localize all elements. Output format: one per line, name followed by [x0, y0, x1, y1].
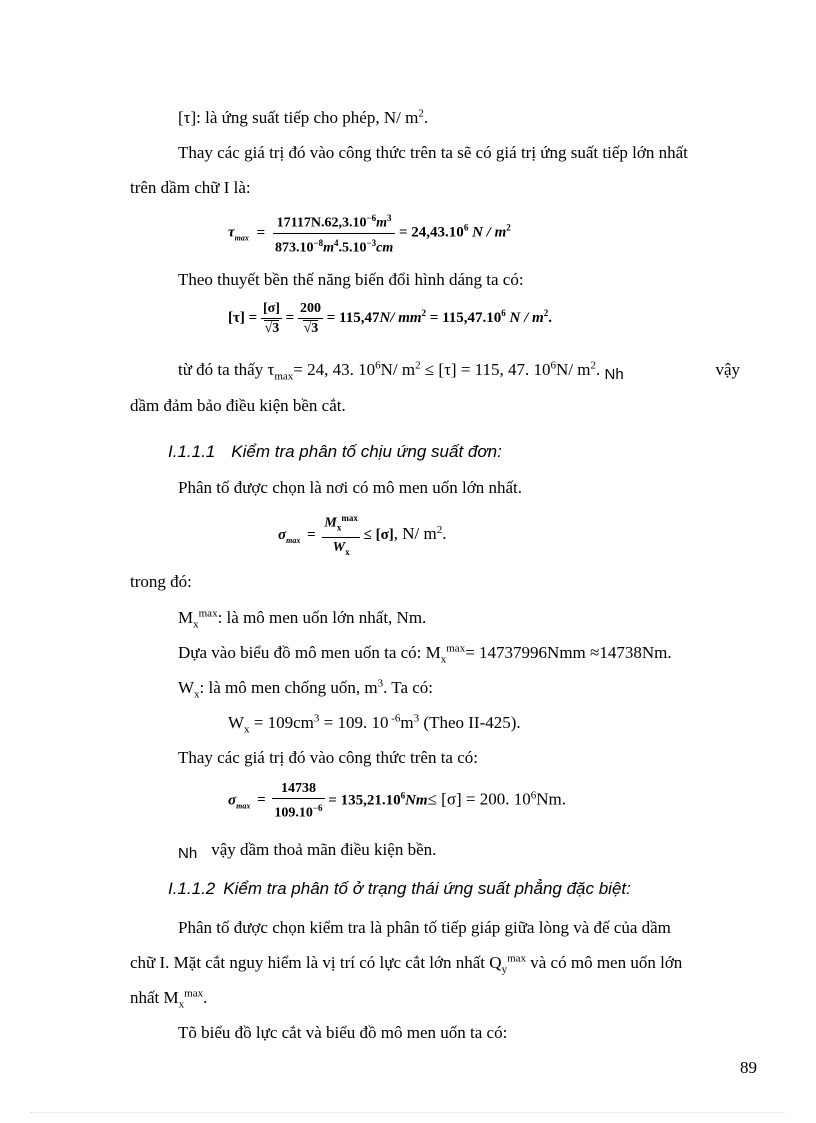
eq-rhs: = 115,47	[326, 309, 380, 326]
eq-sup: 3	[387, 213, 392, 223]
eq-rhs: = 115,47.10	[429, 309, 502, 326]
heading-number: I.1.1.2	[168, 879, 216, 898]
eq-sup: 2	[421, 307, 427, 318]
eq-tail: ≤ [σ] = 200. 10	[427, 789, 531, 809]
eq-sub: x	[345, 547, 350, 558]
paragraph-wx-value	[228, 712, 521, 736]
text: Nh	[604, 366, 624, 383]
eq-den: .5.10	[338, 240, 367, 256]
text: = 14737996Nmm ≈14738Nm.	[465, 643, 672, 662]
equation-tau-allow	[228, 300, 552, 337]
text: và có mô men uốn lớn	[526, 953, 683, 972]
equation-sigma-max: $\sigma_{max}$ = $\frac{M_x^{max}}{W_x}$ ≤ [σ], N/ $m^2$.	[278, 510, 446, 561]
eq-num: 200	[298, 300, 323, 319]
paragraph-theory: Theo thuyết bền thế năng biến đổi hình dáng ta có:	[178, 270, 524, 289]
sub: x	[178, 998, 185, 1011]
text: từ đó ta thấy τ	[178, 360, 275, 379]
eq-fraction	[298, 300, 323, 337]
sub: x	[193, 618, 199, 631]
eq-den: √3	[303, 321, 319, 336]
eq-sub: max	[286, 536, 301, 546]
paragraph-conclusion-shear	[178, 360, 740, 381]
eq-lhs: [τ] =	[228, 309, 258, 326]
eq-unit: cm	[376, 240, 394, 256]
eq-den: 109.10	[274, 805, 313, 821]
eq-sup: 6	[463, 222, 469, 233]
eq-sup: max	[341, 513, 358, 523]
sup: max	[198, 607, 218, 620]
eq-fraction	[272, 780, 324, 822]
text: chữ I. Mặt cắt nguy hiểm là vị trí có lực cắt lớn nhất Q	[130, 953, 502, 972]
paragraph-element-test-line1: Phân tố được chọn kiểm tra là phân tố tiếp giáp giữa lòng và đế của dầm	[178, 918, 671, 937]
equation-tau-max: $\tau_{max}$ = $\frac{17117N.62,3.10^{-6}m^3}{873.10^{-8}m^4.5.10^{-3}cm}$ = $24,43.10^6$ N / $m^2$	[228, 210, 511, 256]
eq-fraction	[261, 300, 282, 337]
paragraph-element-chosen: Phân tố được chọn là nơi có mô men uốn lớn nhất.	[178, 478, 523, 497]
sub: x	[440, 653, 447, 666]
text: vậy dầm thoả mãn điều kiện bền.	[211, 840, 437, 859]
paragraph-element-test-line3	[130, 987, 208, 1011]
eq-symbol: σ	[278, 527, 287, 544]
eq-sup: 6	[400, 790, 406, 801]
sup: 2	[415, 359, 421, 372]
eq-tail: , N/ m	[393, 524, 437, 544]
paragraph-wx-def	[178, 677, 434, 701]
paragraph-substitute-line1: Thay các giá trị đó vào công thức trên ta sẽ có giá trị ứng suất tiếp lớn nhất	[178, 143, 688, 162]
eq-fraction	[322, 510, 359, 561]
equation-sigma-value: $\sigma_{max}$ = $\frac{14738}{109.10^{-6}}$ = $135,21.10^6Nm\le [\sigma] = 200$. $10^6Nm$.	[228, 781, 566, 821]
eq-sup: −6	[366, 213, 377, 223]
eq-sub: max	[234, 233, 249, 243]
sub: y	[501, 963, 508, 976]
eq-unit: N / m	[472, 224, 507, 241]
eq-unit: m	[376, 215, 388, 231]
eq-sup: 6	[501, 307, 506, 318]
text: . Ta có:	[383, 678, 434, 697]
sub: x	[244, 723, 250, 736]
text: m	[400, 713, 414, 732]
eq-tail: Nm.	[536, 789, 566, 809]
text: .	[423, 108, 429, 127]
text: N/ m	[556, 360, 591, 379]
sup: 6	[550, 359, 557, 372]
sub: max	[274, 370, 294, 383]
eq-symbol: τ	[228, 224, 235, 241]
heading-title: Kiểm tra phân tố chịu ứng suất đơn:	[231, 442, 502, 461]
eq-sup: −3	[366, 237, 377, 248]
paragraph-diagrams: Tõ biểu đồ lực cắt và biểu đồ mô men uốn ta có:	[178, 1023, 508, 1042]
text: ≤ [τ] = 115, 47. 10	[420, 360, 551, 379]
paragraph-where: trong đó:	[130, 572, 192, 591]
eq-unit: m	[323, 240, 334, 256]
text: nhất M	[130, 988, 179, 1007]
eq-rhs: = 24,43.10	[399, 224, 464, 241]
eq-num: [σ]	[261, 300, 282, 319]
text: Nh	[178, 845, 198, 862]
sup: -6	[388, 712, 401, 725]
paragraph-substitute-2: Thay các giá trị đó vào công thức trên ta có:	[178, 748, 478, 767]
text: = 24, 43. 10	[293, 360, 376, 379]
text: [τ]: là ứng suất tiếp cho phép, N/ m	[178, 108, 419, 127]
text: : là mô men uốn lớn nhất, Nm.	[217, 608, 427, 627]
text: = 109cm	[249, 713, 314, 732]
sup: 3	[313, 712, 320, 725]
text: .	[203, 988, 208, 1007]
eq-unit: N / m	[509, 309, 544, 326]
eq-end: .	[442, 524, 447, 544]
section-heading-2	[168, 879, 631, 899]
eq-den: W	[332, 540, 346, 556]
paragraph-element-test-line2	[130, 952, 683, 976]
eq-sup: 4	[334, 237, 339, 248]
text: = 109. 10	[319, 713, 389, 732]
section-heading-1	[168, 442, 502, 462]
eq-sub: max	[236, 801, 251, 811]
eq-sup: 2	[506, 222, 511, 233]
sup: 2	[418, 107, 424, 120]
text: N/ m	[380, 360, 416, 379]
sup: max	[507, 952, 527, 965]
sub: x	[194, 688, 200, 701]
eq-sup: 6	[530, 789, 537, 802]
sup: 6	[375, 359, 381, 372]
page-bottom-border	[30, 1112, 786, 1113]
eq-num: 14738	[272, 780, 324, 799]
eq-rhs: = 135,21.10	[328, 792, 401, 809]
heading-title: Kiểm tra phân tố ở trạng thái ứng suất phẳng đặc biệt:	[223, 879, 631, 898]
eq-unit: N/ mm	[379, 309, 422, 326]
paragraph-beam-ok	[178, 840, 436, 861]
eq-sup: 2	[543, 307, 549, 318]
page-number: 89	[740, 1058, 757, 1077]
text: : là mô men chống uốn, m	[199, 678, 378, 697]
sup: 3	[413, 712, 420, 725]
text: W	[228, 713, 245, 732]
text: (Theo II-425).	[419, 713, 521, 732]
paragraph-mx-value	[178, 642, 672, 666]
paragraph-conclusion-shear-line2: dầm đảm bảo điều kiện bền cắt.	[130, 396, 346, 415]
eq-sup: 2	[436, 524, 443, 537]
eq-rhs: ≤ [σ]	[363, 527, 394, 544]
sup: 3	[377, 677, 384, 690]
eq-unit: Nm	[405, 792, 428, 809]
eq-num: M	[324, 515, 337, 531]
paragraph-tau-definition	[178, 108, 428, 128]
paragraph-mx-def	[178, 607, 427, 631]
eq-sup: −8	[313, 237, 324, 248]
eq-fraction	[273, 210, 395, 256]
sup: max	[184, 987, 204, 1000]
text: M	[178, 608, 194, 627]
eq-symbol: σ	[228, 792, 237, 809]
text: vậy	[715, 360, 740, 379]
eq-den: 873.10	[274, 240, 314, 256]
heading-number: I.1.1.1	[168, 442, 216, 461]
eq-sign: =	[285, 309, 295, 326]
paragraph-substitute-line2: trên dầm chữ I là:	[130, 178, 251, 197]
eq-den: √3	[264, 321, 280, 336]
sup: 2	[590, 359, 597, 372]
text: .	[596, 360, 605, 379]
eq-num: 17117N.62,3.10	[276, 215, 367, 231]
eq-sub: x	[336, 522, 342, 533]
eq-sup: −6	[312, 803, 323, 813]
eq-end: .	[548, 309, 552, 326]
text: Dựa vào biểu đồ mô men uốn ta có: M	[178, 643, 441, 662]
text: W	[178, 678, 195, 697]
sup: max	[446, 642, 466, 655]
